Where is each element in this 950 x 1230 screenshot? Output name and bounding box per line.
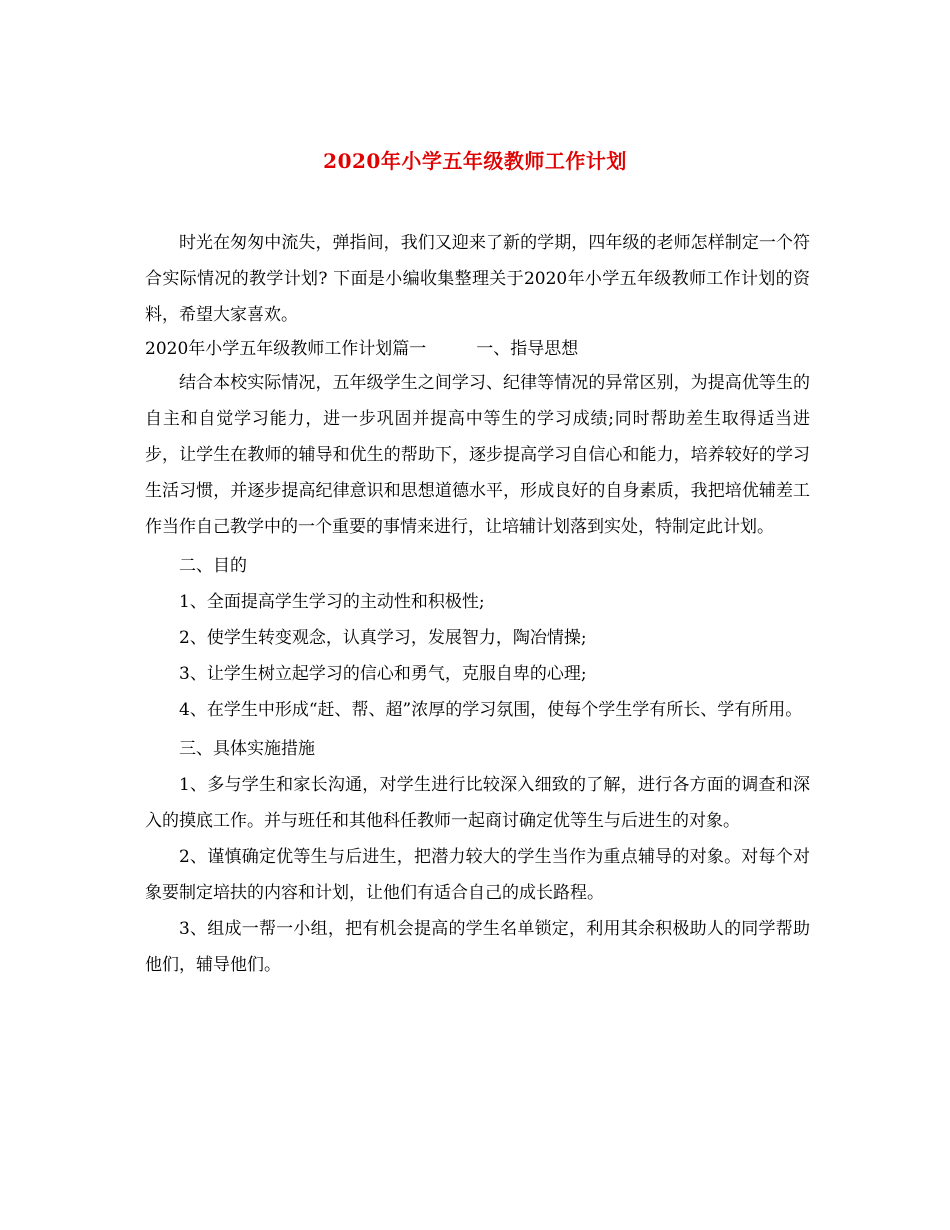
document-title: 2020年小学五年级教师工作计划 <box>323 149 627 173</box>
section-heading-left: 2020年小学五年级教师工作计划篇一 <box>145 339 427 359</box>
guiding-paragraph: 结合本校实际情况，五年级学生之间学习、纪律等情况的异常区别，为提高优等生的自主和自觉学习能力，进一步巩固并提高中等生的学习成绩;同时帮助差生取得适当进步，让学生在教师的辅导和优生的帮助下，逐步提高学习自信心和能力，培养较好的学习生活习惯，并逐步提高纪律意识和思想道德水平，形成良好的自身素质，我把培优辅差工作当作自己教学中的一个重要的事情来进行，让培辅计划落到实处，特制定此计划。 <box>145 373 810 537</box>
goal-item: 1、全面提高学生学习的主动性和积极性; <box>179 592 485 612</box>
section-heading-line <box>145 333 810 365</box>
measure-item: 2、谨慎确定优等生与后进生，把潜力较大的学生当作为重点辅导的对象。对每个对象要制定培扶的内容和计划，让他们有适合自己的成长路程。 <box>145 847 810 903</box>
goal-item: 4、在学生中形成“赶、帮、超”浓厚的学习氛围，使每个学生学有所长、学有所用。 <box>179 700 803 720</box>
goal-item: 2、使学生转变观念，认真学习，发展智力，陶冶情操; <box>179 628 587 648</box>
intro-paragraph: 时光在匆匆中流失，弹指间，我们又迎来了新的学期，四年级的老师怎样制定一个符合实际情况的教学计划? 下面是小编收集整理关于2020年小学五年级教师工作计划的资料，希望大家喜欢。 <box>145 233 810 325</box>
document-body <box>145 225 810 983</box>
section-heading-right: 一、指导思想 <box>476 339 579 359</box>
measures-heading: 三、具体实施措施 <box>179 739 315 759</box>
measure-item: 3、组成一帮一小组，把有机会提高的学生名单锁定，利用其余积极助人的同学帮助他们，辅导他们。 <box>145 919 810 975</box>
goals-heading: 二、目的 <box>179 556 247 576</box>
measure-item: 1、多与学生和家长沟通，对学生进行比较深入细致的了解，进行各方面的调查和深入的摸底工作。并与班任和其他科任教师一起商讨确定优等生与后进生的对象。 <box>145 775 810 831</box>
goal-item: 3、让学生树立起学习的信心和勇气，克服自卑的心理; <box>179 664 587 684</box>
